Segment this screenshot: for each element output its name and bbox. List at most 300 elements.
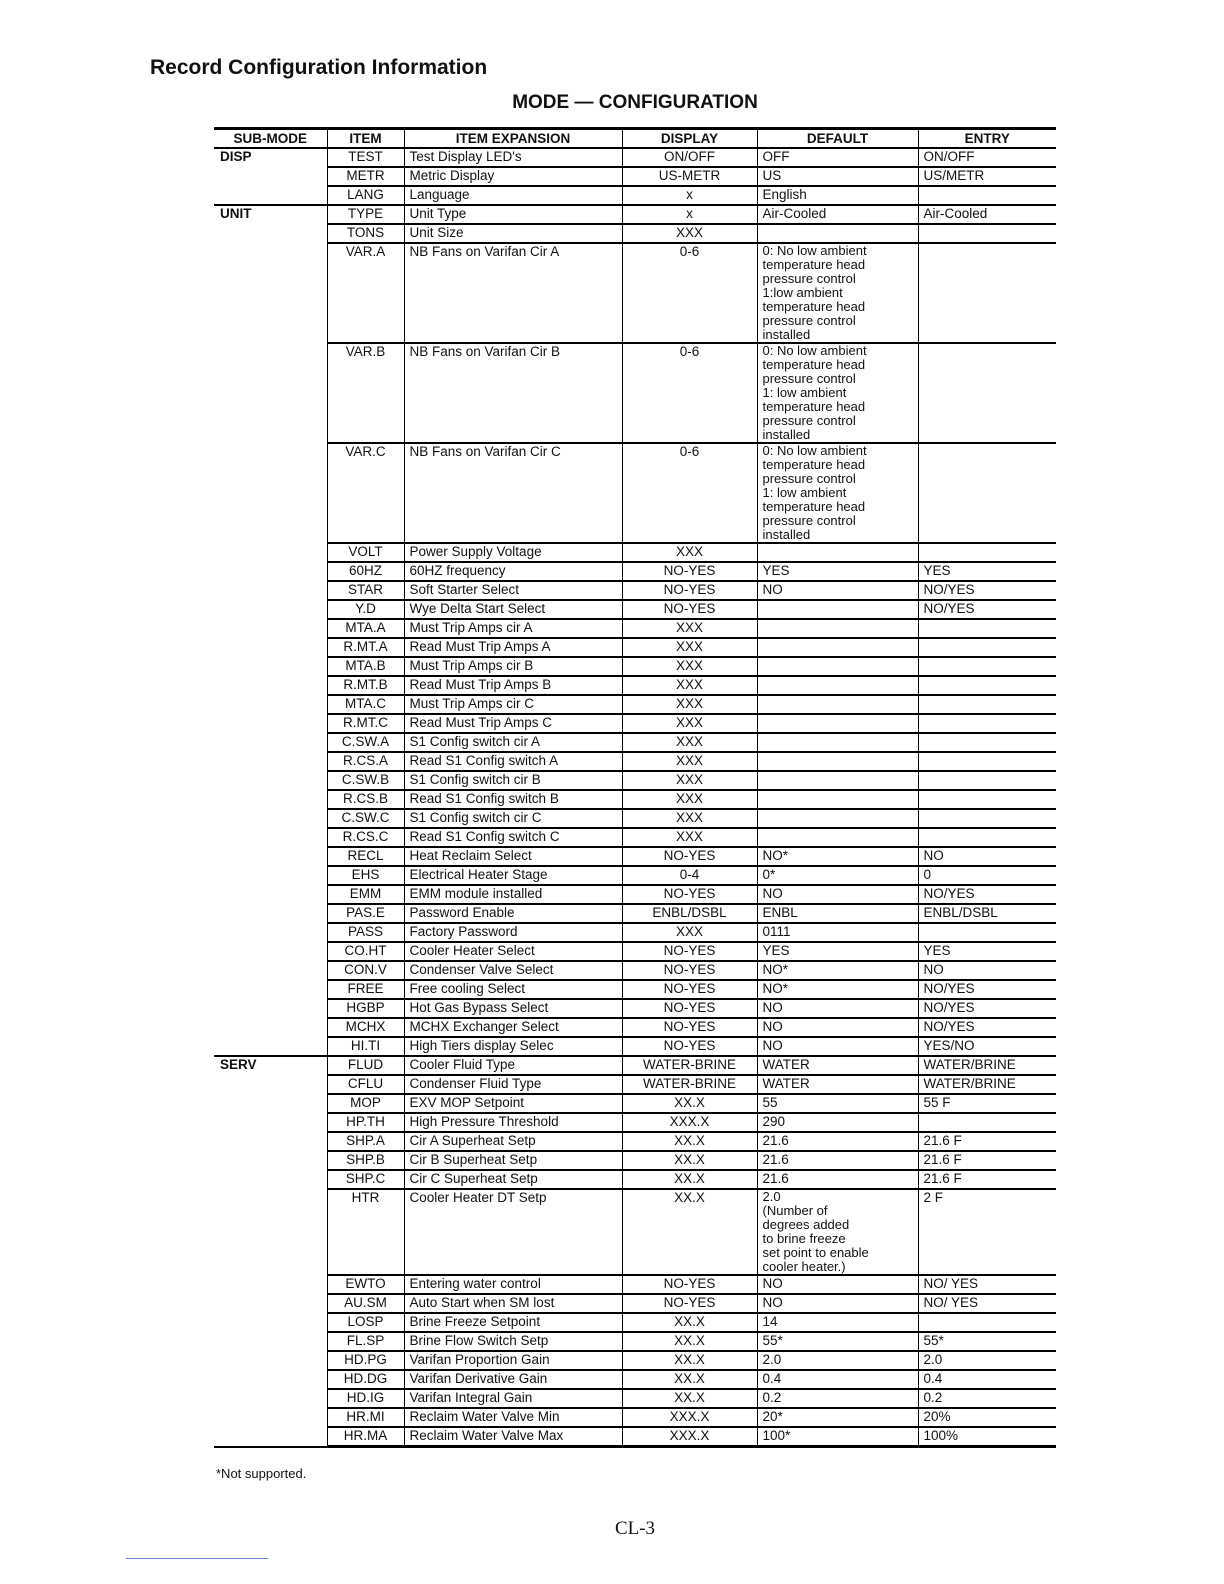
entry-cell: 20% [918, 1408, 1056, 1427]
default-cell [757, 657, 918, 676]
item-expansion-cell: Must Trip Amps cir B [404, 657, 622, 676]
item-cell: VAR.C [327, 443, 404, 543]
table-row [214, 866, 1056, 885]
entry-cell [918, 790, 1056, 809]
display-cell: XXX [622, 828, 757, 847]
item-expansion-cell: Unit Type [404, 205, 622, 224]
item-expansion-cell: Condenser Valve Select [404, 961, 622, 980]
sub-mode-cell [214, 1332, 327, 1351]
entry-cell: 21.6 F [918, 1151, 1056, 1170]
item-cell: FLUD [327, 1056, 404, 1075]
sub-mode-cell [214, 1113, 327, 1132]
item-expansion-cell: Auto Start when SM lost [404, 1294, 622, 1313]
default-cell: NO [757, 885, 918, 904]
item-expansion-cell: Condenser Fluid Type [404, 1075, 622, 1094]
table-row [214, 1275, 1056, 1294]
display-cell: XXX [622, 657, 757, 676]
table-row [214, 1351, 1056, 1370]
item-expansion-cell: Metric Display [404, 167, 622, 186]
item-cell: HI.TI [327, 1037, 404, 1056]
entry-cell [918, 224, 1056, 243]
entry-cell: Air-Cooled [918, 205, 1056, 224]
item-expansion-cell: MCHX Exchanger Select [404, 1018, 622, 1037]
sub-mode-cell [214, 676, 327, 695]
entry-cell: 55* [918, 1332, 1056, 1351]
item-cell: LOSP [327, 1313, 404, 1332]
display-cell: NO-YES [622, 961, 757, 980]
item-expansion-cell: Electrical Heater Stage [404, 866, 622, 885]
entry-cell: NO [918, 847, 1056, 866]
entry-cell [918, 695, 1056, 714]
sub-mode-cell [214, 1132, 327, 1151]
display-cell: XXX [622, 923, 757, 942]
item-expansion-cell: Entering water control [404, 1275, 622, 1294]
default-cell: NO* [757, 847, 918, 866]
table-row [214, 847, 1056, 866]
item-expansion-cell: EMM module installed [404, 885, 622, 904]
item-expansion-cell: Free cooling Select [404, 980, 622, 999]
item-cell: TYPE [327, 205, 404, 224]
item-cell: HD.DG [327, 1370, 404, 1389]
table-row [214, 243, 1056, 343]
table-row [214, 657, 1056, 676]
entry-cell [918, 733, 1056, 752]
configuration-table [214, 127, 1056, 1448]
table-row [214, 1056, 1056, 1075]
item-expansion-cell: NB Fans on Varifan Cir A [404, 243, 622, 343]
table-row [214, 343, 1056, 443]
table-row [214, 581, 1056, 600]
sub-mode-cell [214, 1075, 327, 1094]
display-cell: XXX [622, 619, 757, 638]
display-cell: 0-6 [622, 443, 757, 543]
entry-cell: NO/YES [918, 999, 1056, 1018]
sub-mode-cell [214, 695, 327, 714]
item-cell: MTA.B [327, 657, 404, 676]
display-cell: XXX.X [622, 1408, 757, 1427]
display-cell: NO-YES [622, 885, 757, 904]
table-row [214, 828, 1056, 847]
default-cell [757, 752, 918, 771]
default-cell: 2.0 [757, 1351, 918, 1370]
table-row [214, 885, 1056, 904]
table-row [214, 562, 1056, 581]
item-cell: EWTO [327, 1275, 404, 1294]
entry-cell: NO/YES [918, 581, 1056, 600]
table-row [214, 1170, 1056, 1189]
table-row [214, 543, 1056, 562]
default-cell [757, 771, 918, 790]
item-expansion-cell: Factory Password [404, 923, 622, 942]
entry-cell [918, 638, 1056, 657]
entry-cell: NO/YES [918, 980, 1056, 999]
sub-mode-cell [214, 771, 327, 790]
default-cell [757, 809, 918, 828]
display-cell: ENBL/DSBL [622, 904, 757, 923]
default-cell: NO* [757, 961, 918, 980]
display-cell: XXX [622, 676, 757, 695]
item-cell: FREE [327, 980, 404, 999]
default-cell [757, 676, 918, 695]
display-cell: XX.X [622, 1313, 757, 1332]
table-row [214, 167, 1056, 186]
sub-mode-cell [214, 186, 327, 205]
header-entry: ENTRY [918, 129, 1056, 149]
entry-cell [918, 657, 1056, 676]
sub-mode-cell [214, 638, 327, 657]
item-cell: HD.IG [327, 1389, 404, 1408]
sub-mode-cell [214, 866, 327, 885]
sub-mode-cell [214, 562, 327, 581]
sub-mode-cell [214, 600, 327, 619]
item-expansion-cell: EXV MOP Setpoint [404, 1094, 622, 1113]
item-expansion-cell: Wye Delta Start Select [404, 600, 622, 619]
entry-cell: NO/ YES [918, 1275, 1056, 1294]
display-cell: NO-YES [622, 581, 757, 600]
entry-cell [918, 343, 1056, 443]
item-expansion-cell: Cir A Superheat Setp [404, 1132, 622, 1151]
item-cell: MTA.C [327, 695, 404, 714]
table-row [214, 148, 1056, 167]
sub-mode-cell [214, 619, 327, 638]
item-cell: MOP [327, 1094, 404, 1113]
item-cell: VAR.B [327, 343, 404, 443]
table-row [214, 1313, 1056, 1332]
display-cell: US-METR [622, 167, 757, 186]
entry-cell: 55 F [918, 1094, 1056, 1113]
sub-mode-cell [214, 980, 327, 999]
sub-mode-cell [214, 733, 327, 752]
entry-cell: 0.4 [918, 1370, 1056, 1389]
table-row [214, 1408, 1056, 1427]
default-cell: 55* [757, 1332, 918, 1351]
default-cell: NO [757, 1294, 918, 1313]
sub-mode-cell: DISP [220, 149, 252, 164]
display-cell: XXX [622, 752, 757, 771]
entry-cell: WATER/BRINE [918, 1056, 1056, 1075]
display-cell: XXX [622, 695, 757, 714]
item-expansion-cell: Cir B Superheat Setp [404, 1151, 622, 1170]
sub-mode-cell [214, 543, 327, 562]
entry-cell [918, 828, 1056, 847]
entry-cell [918, 923, 1056, 942]
sub-mode-cell [214, 885, 327, 904]
item-cell: C.SW.A [327, 733, 404, 752]
default-cell: 0.2 [757, 1389, 918, 1408]
table-row [214, 1113, 1056, 1132]
entry-cell [918, 676, 1056, 695]
table-row [214, 1189, 1056, 1275]
entry-cell [918, 714, 1056, 733]
item-expansion-cell: S1 Config switch cir C [404, 809, 622, 828]
item-expansion-cell: Heat Reclaim Select [404, 847, 622, 866]
entry-cell: NO [918, 961, 1056, 980]
footnote: *Not supported. [216, 1466, 307, 1481]
sub-mode-cell [214, 961, 327, 980]
display-cell: XX.X [622, 1170, 757, 1189]
item-cell: R.MT.B [327, 676, 404, 695]
item-cell: R.MT.C [327, 714, 404, 733]
display-cell: NO-YES [622, 942, 757, 961]
entry-cell [918, 1113, 1056, 1132]
entry-cell: US/METR [918, 167, 1056, 186]
sub-mode-cell: SERV [220, 1057, 257, 1072]
entry-cell: NO/ YES [918, 1294, 1056, 1313]
entry-cell [918, 443, 1056, 543]
item-cell: HD.PG [327, 1351, 404, 1370]
table-row [214, 1332, 1056, 1351]
default-cell: WATER [757, 1075, 918, 1094]
default-cell: 0* [757, 866, 918, 885]
item-cell: R.MT.A [327, 638, 404, 657]
item-expansion-cell: Read Must Trip Amps B [404, 676, 622, 695]
item-cell: C.SW.C [327, 809, 404, 828]
table-row [214, 224, 1056, 243]
default-cell: 55 [757, 1094, 918, 1113]
header-item-expansion: ITEM EXPANSION [404, 129, 622, 149]
item-cell: EHS [327, 866, 404, 885]
default-cell [757, 619, 918, 638]
table-row [214, 752, 1056, 771]
default-cell: English [757, 186, 918, 205]
sub-mode-cell [214, 657, 327, 676]
display-cell: x [622, 186, 757, 205]
item-cell: R.CS.C [327, 828, 404, 847]
table-row [214, 676, 1056, 695]
table-row [214, 904, 1056, 923]
item-expansion-cell: Reclaim Water Valve Max [404, 1427, 622, 1447]
sub-mode-cell [214, 343, 327, 443]
item-cell: TONS [327, 224, 404, 243]
default-cell [757, 790, 918, 809]
entry-cell [918, 543, 1056, 562]
sub-mode-cell [214, 714, 327, 733]
item-cell: C.SW.B [327, 771, 404, 790]
display-cell: XXX.X [622, 1113, 757, 1132]
table-row [214, 980, 1056, 999]
default-cell: 0.4 [757, 1370, 918, 1389]
sub-mode-cell [214, 243, 327, 343]
item-cell: VOLT [327, 543, 404, 562]
item-expansion-cell: High Pressure Threshold [404, 1113, 622, 1132]
table-row [214, 1370, 1056, 1389]
table-row [214, 771, 1056, 790]
header-item: ITEM [327, 129, 404, 149]
item-expansion-cell: Unit Size [404, 224, 622, 243]
table-row [214, 600, 1056, 619]
default-cell: YES [757, 562, 918, 581]
table-row [214, 186, 1056, 205]
item-cell: R.CS.A [327, 752, 404, 771]
item-expansion-cell: High Tiers display Selec [404, 1037, 622, 1056]
table-row [214, 923, 1056, 942]
item-cell: VAR.A [327, 243, 404, 343]
item-expansion-cell: Brine Freeze Setpoint [404, 1313, 622, 1332]
entry-cell [918, 771, 1056, 790]
sub-mode-cell [214, 224, 327, 243]
table-row [214, 1427, 1056, 1447]
display-cell: XX.X [622, 1094, 757, 1113]
item-cell: Y.D [327, 600, 404, 619]
display-cell: ON/OFF [622, 148, 757, 167]
page-number: CL-3 [614, 1518, 656, 1539]
table-row [214, 999, 1056, 1018]
table-row [214, 1132, 1056, 1151]
table-row [214, 619, 1056, 638]
display-cell: x [622, 205, 757, 224]
sub-mode-cell [214, 1094, 327, 1113]
item-cell: 60HZ [327, 562, 404, 581]
item-expansion-cell: Varifan Proportion Gain [404, 1351, 622, 1370]
item-expansion-cell: Cir C Superheat Setp [404, 1170, 622, 1189]
entry-cell: YES [918, 562, 1056, 581]
sub-mode-cell: UNIT [220, 206, 252, 221]
item-cell: PAS.E [327, 904, 404, 923]
display-cell: 0-6 [622, 343, 757, 443]
sub-mode-cell [214, 581, 327, 600]
item-cell: RECL [327, 847, 404, 866]
table-row [214, 1075, 1056, 1094]
item-cell: LANG [327, 186, 404, 205]
sub-mode-cell [214, 847, 327, 866]
display-cell: XXX [622, 809, 757, 828]
item-cell: CO.HT [327, 942, 404, 961]
item-cell: AU.SM [327, 1294, 404, 1313]
entry-cell: 0 [918, 866, 1056, 885]
display-cell: NO-YES [622, 980, 757, 999]
display-cell: NO-YES [622, 562, 757, 581]
item-expansion-cell: NB Fans on Varifan Cir C [404, 443, 622, 543]
entry-cell: YES [918, 942, 1056, 961]
display-cell: XXX [622, 790, 757, 809]
entry-cell: NO/YES [918, 885, 1056, 904]
item-expansion-cell: Test Display LED's [404, 148, 622, 167]
default-cell: OFF [757, 148, 918, 167]
item-expansion-cell: Power Supply Voltage [404, 543, 622, 562]
item-expansion-cell: Read S1 Config switch A [404, 752, 622, 771]
table-row [214, 942, 1056, 961]
item-cell: R.CS.B [327, 790, 404, 809]
display-cell: XXX.X [622, 1427, 757, 1447]
sub-mode-cell [214, 923, 327, 942]
item-expansion-cell: Read Must Trip Amps A [404, 638, 622, 657]
default-cell: 21.6 [757, 1170, 918, 1189]
table-body [214, 148, 1056, 1447]
table-row [214, 1094, 1056, 1113]
item-cell: PASS [327, 923, 404, 942]
default-cell: 21.6 [757, 1151, 918, 1170]
display-cell: XXX [622, 733, 757, 752]
sub-mode-cell [214, 1189, 327, 1275]
default-cell: 0: No low ambient temperature head pressure control 1: low ambient temperature head pressure control installed [757, 443, 918, 543]
item-cell: HR.MA [327, 1427, 404, 1447]
sub-mode-cell [214, 942, 327, 961]
section-heading: Record Configuration Information [150, 56, 488, 79]
table-row [214, 1037, 1056, 1056]
entry-cell: YES/NO [918, 1037, 1056, 1056]
item-cell: CON.V [327, 961, 404, 980]
item-expansion-cell: Read S1 Config switch C [404, 828, 622, 847]
sub-mode-cell [214, 1170, 327, 1189]
table-row [214, 733, 1056, 752]
default-cell: 0111 [757, 923, 918, 942]
item-expansion-cell: S1 Config switch cir B [404, 771, 622, 790]
item-expansion-cell: S1 Config switch cir A [404, 733, 622, 752]
display-cell: XX.X [622, 1189, 757, 1275]
item-cell: METR [327, 167, 404, 186]
sub-mode-cell [214, 790, 327, 809]
item-expansion-cell: Soft Starter Select [404, 581, 622, 600]
sub-mode-cell [214, 1294, 327, 1313]
item-cell: HGBP [327, 999, 404, 1018]
item-expansion-cell: Must Trip Amps cir C [404, 695, 622, 714]
default-cell: NO [757, 581, 918, 600]
default-cell [757, 543, 918, 562]
default-cell: NO [757, 1037, 918, 1056]
default-cell: Air-Cooled [757, 205, 918, 224]
display-cell: NO-YES [622, 1294, 757, 1313]
default-cell [757, 224, 918, 243]
default-cell: 0: No low ambient temperature head pressure control 1: low ambient temperature head pressure control installed [757, 343, 918, 443]
default-cell: YES [757, 942, 918, 961]
default-cell: NO [757, 1275, 918, 1294]
sub-mode-cell [214, 828, 327, 847]
display-cell: XXX [622, 224, 757, 243]
default-cell: NO* [757, 980, 918, 999]
default-cell [757, 714, 918, 733]
table-row [214, 1294, 1056, 1313]
item-cell: TEST [327, 148, 404, 167]
item-cell: SHP.B [327, 1151, 404, 1170]
entry-cell [918, 1313, 1056, 1332]
default-cell [757, 733, 918, 752]
entry-cell [918, 809, 1056, 828]
item-cell: SHP.C [327, 1170, 404, 1189]
default-cell: NO [757, 1018, 918, 1037]
entry-cell [918, 752, 1056, 771]
item-cell: HTR [327, 1189, 404, 1275]
sub-mode-cell [214, 752, 327, 771]
display-cell: WATER-BRINE [622, 1075, 757, 1094]
item-cell: STAR [327, 581, 404, 600]
default-cell: 14 [757, 1313, 918, 1332]
sub-mode-cell [214, 809, 327, 828]
item-cell: MTA.A [327, 619, 404, 638]
item-expansion-cell: Varifan Derivative Gain [404, 1370, 622, 1389]
sub-mode-cell [214, 1037, 327, 1056]
default-cell: 100* [757, 1427, 918, 1447]
item-expansion-cell: Varifan Integral Gain [404, 1389, 622, 1408]
entry-cell: 100% [918, 1427, 1056, 1447]
item-cell: CFLU [327, 1075, 404, 1094]
default-cell: NO [757, 999, 918, 1018]
table-row [214, 695, 1056, 714]
table-row [214, 790, 1056, 809]
entry-cell: NO/YES [918, 600, 1056, 619]
sub-mode-cell [214, 1275, 327, 1294]
item-expansion-cell: Password Enable [404, 904, 622, 923]
entry-cell [918, 619, 1056, 638]
sub-mode-cell [214, 167, 327, 186]
display-cell: XXX [622, 638, 757, 657]
display-cell: NO-YES [622, 1275, 757, 1294]
default-cell [757, 600, 918, 619]
display-cell: 0-4 [622, 866, 757, 885]
sub-mode-cell [214, 1151, 327, 1170]
item-expansion-cell: Read S1 Config switch B [404, 790, 622, 809]
default-cell: US [757, 167, 918, 186]
item-expansion-cell: Hot Gas Bypass Select [404, 999, 622, 1018]
